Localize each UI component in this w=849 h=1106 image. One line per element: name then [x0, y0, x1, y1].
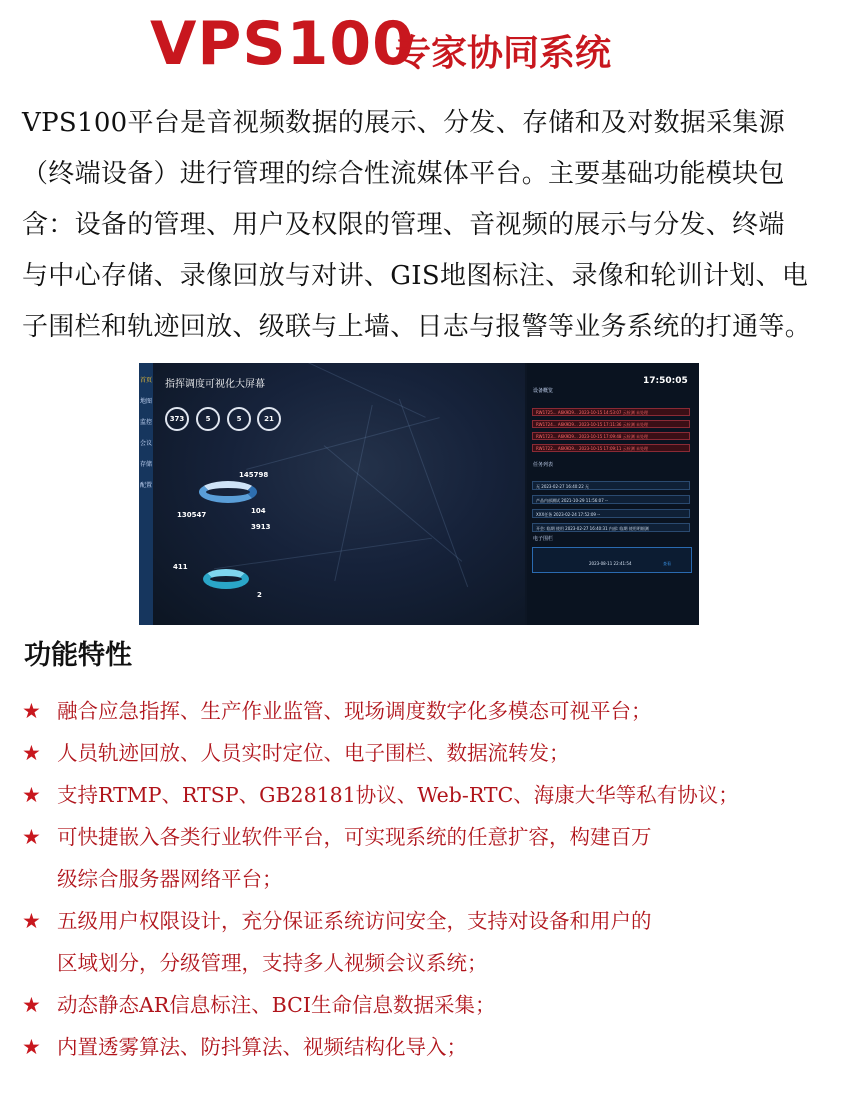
sidebar-item-monitor[interactable]: 监控 — [139, 419, 152, 426]
task-row[interactable]: XXX任务 2023-02-24 17:52:09 -- — [532, 509, 690, 518]
star-icon: ★ — [22, 825, 41, 849]
feature-text: 五级用户权限设计，充分保证系统访问安全，支持对设备和用户的 — [57, 909, 652, 933]
donut-chart — [203, 569, 249, 589]
dashboard-clock: 17:50:05 — [643, 376, 688, 386]
feature-text: 人员轨迹回放、人员实时定位、电子围栏、数据流转发； — [57, 741, 570, 765]
star-icon: ★ — [22, 699, 41, 723]
stat-circle: 21 — [257, 407, 281, 431]
task-row[interactable]: 产品内部测试 2021-10-29 11:56:07 -- — [532, 495, 690, 504]
features-title: 功能特性 — [24, 640, 132, 671]
donut-chart — [199, 481, 257, 503]
stat-number: 3913 — [251, 523, 271, 531]
alert-row[interactable]: RW1724... A6K9D9... 2023-10-15 17:11:36 云检测 未处理 — [532, 420, 690, 428]
panel-title: 任务列表 — [533, 462, 554, 468]
feature-item — [22, 816, 842, 900]
feature-text: 区域划分，分级管理，支持多人视频会议系统； — [57, 951, 488, 975]
title-row — [0, 8, 849, 86]
star-icon: ★ — [22, 1035, 41, 1059]
alert-row[interactable]: RW1722... A6K9D9... 2023-10-15 17:09:11 云检测 未处理 — [532, 444, 690, 452]
dashboard-sidebar — [139, 363, 153, 625]
intro-paragraph — [22, 98, 837, 353]
product-title: VPS100 — [150, 9, 415, 79]
task-row[interactable]: 无 2023-02-27 16:40:22 无 — [532, 481, 690, 490]
feature-item — [22, 774, 842, 816]
sidebar-item-config[interactable]: 配置 — [139, 482, 152, 489]
sidebar-item-meeting[interactable]: 会议 — [139, 440, 152, 447]
task-row[interactable]: 开会: 临期 使用 2023-02-27 16:40:31 内部: 临期 使用明细测 — [532, 523, 690, 532]
stat-circle: 373 — [165, 407, 189, 431]
sidebar-item-map[interactable]: 地图 — [139, 398, 152, 405]
stat-number: 411 — [173, 563, 188, 571]
stat-number: 130547 — [177, 511, 207, 519]
stat-number: 104 — [251, 507, 266, 515]
view-link[interactable]: 查看 — [663, 561, 671, 566]
panel-title: 电子围栏 — [533, 536, 554, 542]
fence-time: 2023-08-11 22:41:54 — [589, 561, 632, 566]
feature-item — [22, 1026, 842, 1068]
star-icon: ★ — [22, 741, 41, 765]
dashboard-right-panel — [527, 363, 699, 625]
sidebar-item-storage[interactable]: 存储 — [139, 461, 152, 468]
intro-line: 子围栏和轨迹回放、级联与上墙、日志与报警等业务系统的打通等。 — [22, 312, 812, 342]
feature-item — [22, 984, 842, 1026]
stat-circle: 5 — [227, 407, 251, 431]
intro-line: 与中心存储、录像回放与对讲、GIS地图标注、录像和轮训计划、电 — [22, 261, 809, 291]
stat-circle: 5 — [196, 407, 220, 431]
dashboard-title: 指挥调度可视化大屏幕 — [165, 379, 265, 390]
feature-text: 动态静态AR信息标注、BCI生命信息数据采集； — [57, 993, 496, 1017]
dashboard-screenshot — [139, 363, 699, 625]
feature-text: 融合应急指挥、生产作业监管、现场调度数字化多模态可视平台； — [57, 699, 652, 723]
stat-number: 145798 — [239, 471, 269, 479]
feature-text: 级综合服务器网络平台； — [57, 867, 283, 891]
alert-row[interactable]: RW1725... A6K9D9... 2023-10-15 14:53:07 云检测 未处理 — [532, 408, 690, 416]
panel-title: 设备概览 — [533, 388, 554, 394]
product-subtitle: 专家协同系统 — [395, 33, 612, 74]
fence-box — [532, 547, 692, 573]
feature-text: 支持RTMP、RTSP、GB28181协议、Web-RTC、海康大华等私有协议； — [57, 783, 739, 807]
sidebar-item-home[interactable]: 首页 — [139, 377, 152, 384]
feature-item — [22, 900, 842, 984]
feature-item — [22, 690, 842, 732]
intro-line: 含：设备的管理、用户及权限的管理、音视频的展示与分发、终端 — [22, 210, 785, 240]
feature-item — [22, 732, 842, 774]
star-icon: ★ — [22, 783, 41, 807]
star-icon: ★ — [22, 993, 41, 1017]
alert-row[interactable]: RW1723... A6K9D9... 2023-10-15 17:09:48 云检测 未处理 — [532, 432, 690, 440]
feature-text: 内置透雾算法、防抖算法、视频结构化导入； — [57, 1035, 467, 1059]
feature-text: 可快捷嵌入各类行业软件平台，可实现系统的任意扩容，构建百万 — [57, 825, 652, 849]
intro-line: （终端设备）进行管理的综合性流媒体平台。主要基础功能模块包 — [22, 159, 785, 189]
features-list — [22, 690, 842, 1068]
intro-line: VPS100平台是音视频数据的展示、分发、存储和及对数据采集源 — [22, 108, 786, 138]
star-icon: ★ — [22, 909, 41, 933]
stat-number: 2 — [257, 591, 262, 599]
